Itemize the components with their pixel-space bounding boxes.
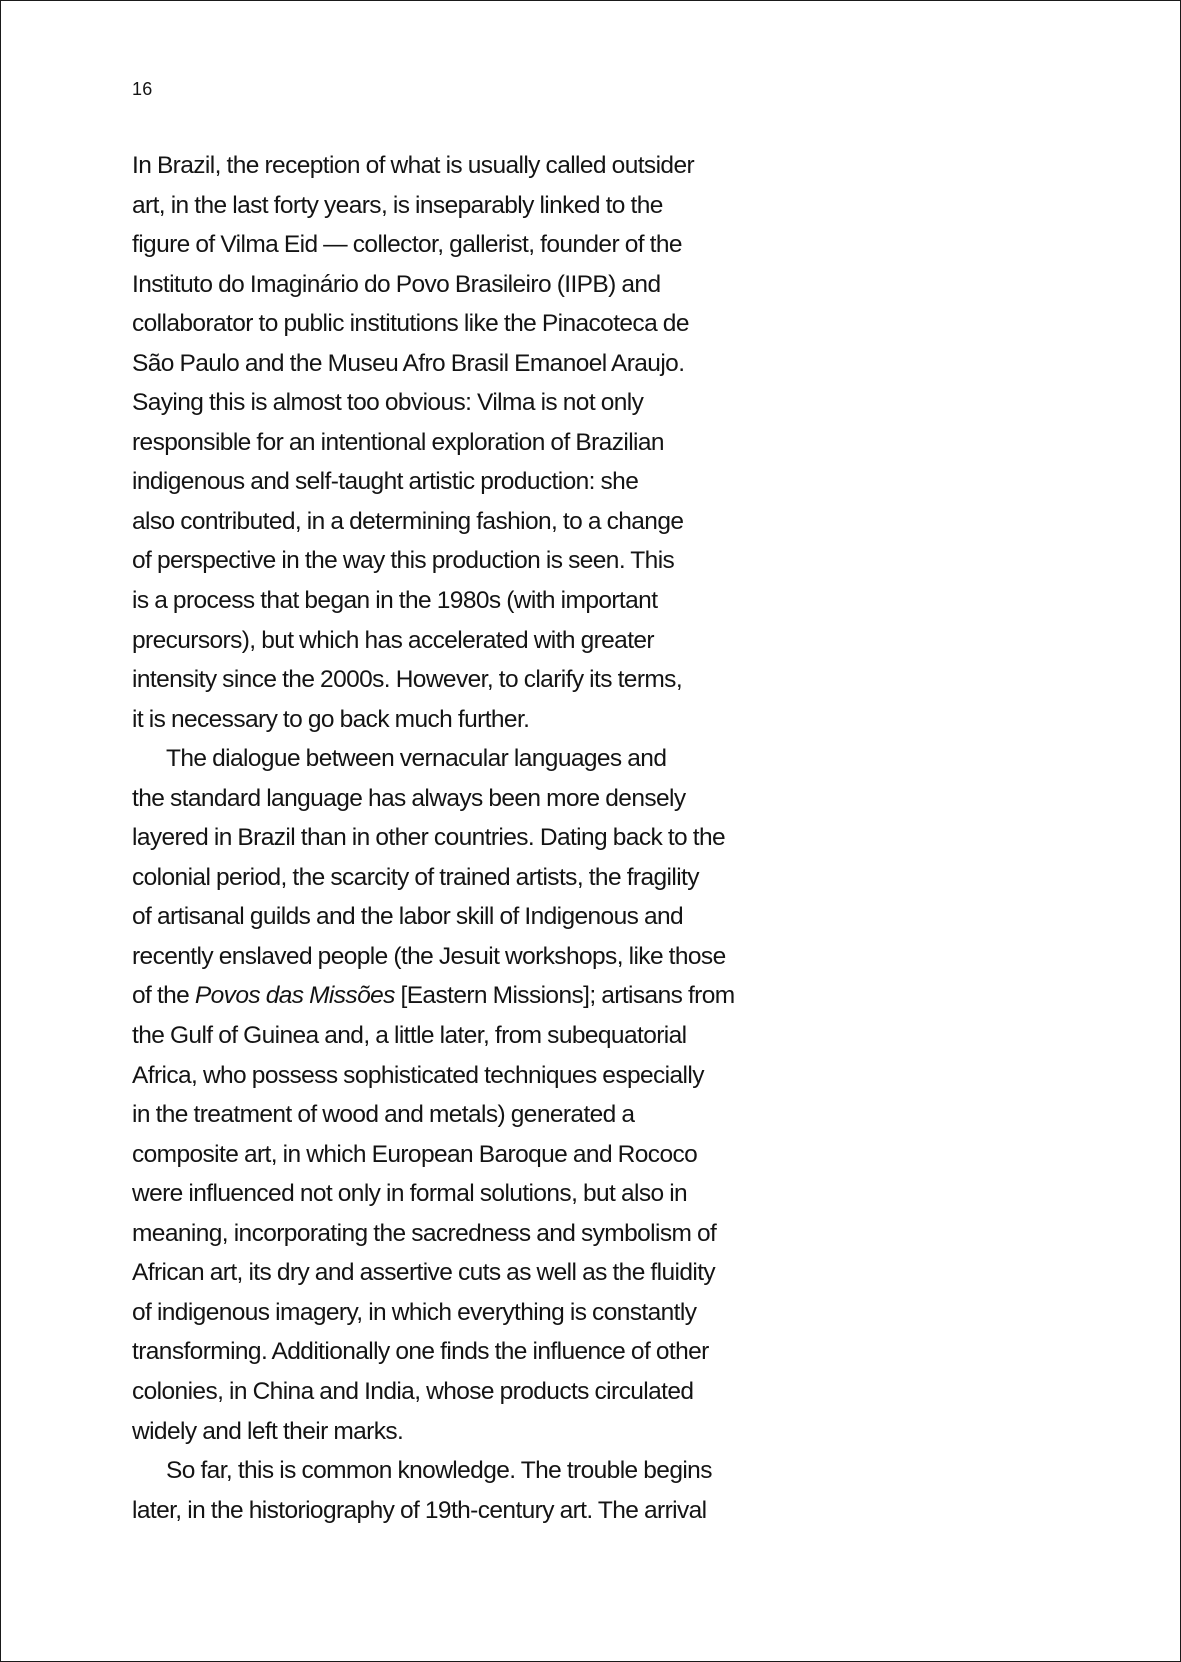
text-line: São Paulo and the Museu Afro Brasil Emanoel Araujo. [132,349,685,377]
text-line: is a process that began in the 1980s (with important [132,587,658,615]
text-line: intensity since the 2000s. However, to clarify its terms, [132,666,683,694]
text-line: colonies, in China and India, whose products circulated [132,1377,694,1405]
text-line: it is necessary to go back much further. [132,705,530,733]
text-line: the standard language has always been more densely [132,784,686,812]
text-line: precursors), but which has accelerated with greater [132,626,654,654]
text-line: were influenced not only in formal solutions, but also in [132,1180,688,1208]
text-line: figure of Vilma Eid — collector, gallerist, founder of the [132,231,682,259]
text-line: in the treatment of wood and metals) generated a [132,1101,635,1129]
line-segment: of the [132,982,195,1010]
italic-term: Povos das Missões [194,982,395,1010]
text-line: of indigenous imagery, in which everything is constantly [132,1298,697,1326]
text-line: composite art, in which European Baroque and Rococo [132,1140,698,1168]
text-line: also contributed, in a determining fashion, to a change [132,507,684,535]
text-line: recently enslaved people (the Jesuit workshops, like those [132,942,726,970]
text-line: Instituto do Imaginário do Povo Brasileiro (IIPB) and [132,270,661,298]
text-line: indigenous and self-taught artistic production: she [132,468,639,496]
text-line: transforming. Additionally one finds the influence of other [132,1338,709,1366]
text-line: widely and left their marks. [132,1417,404,1445]
text-line: meaning, incorporating the sacredness and symbolism of [132,1219,717,1247]
paragraph-first-line: So far, this is common knowledge. The trouble begins [166,1457,712,1485]
text-line: Africa, who possess sophisticated techniques especially [132,1061,704,1089]
text-line: responsible for an intentional exploration of Brazilian [132,428,664,456]
line-segment: [Eastern Missions]; artisans from [394,982,735,1010]
text-line: later, in the historiography of 19th-century art. The arrival [132,1496,707,1524]
page-number: 16 [132,79,153,99]
text-line: collaborator to public institutions like the Pinacoteca de [132,310,689,338]
text-line: colonial period, the scarcity of trained artists, the fragility [132,863,699,891]
text-line: art, in the last forty years, is inseparably linked to the [132,191,663,219]
paragraph-first-line: The dialogue between vernacular languages and [166,745,667,773]
text-line: layered in Brazil than in other countries. Dating back to the [132,824,726,852]
text-line-with-italic [132,976,812,1016]
text-line: of artisanal guilds and the labor skill of Indigenous and [132,903,684,931]
text-line: of perspective in the way this production is seen. This [132,547,675,575]
text-line: the Gulf of Guinea and, a little later, from subequatorial [132,1022,687,1050]
text-line: Saying this is almost too obvious: Vilma is not only [132,389,644,417]
body-text [132,146,812,1530]
text-line: In Brazil, the reception of what is usually called outsider [132,152,695,179]
text-line: African art, its dry and assertive cuts as well as the fluidity [132,1259,716,1287]
